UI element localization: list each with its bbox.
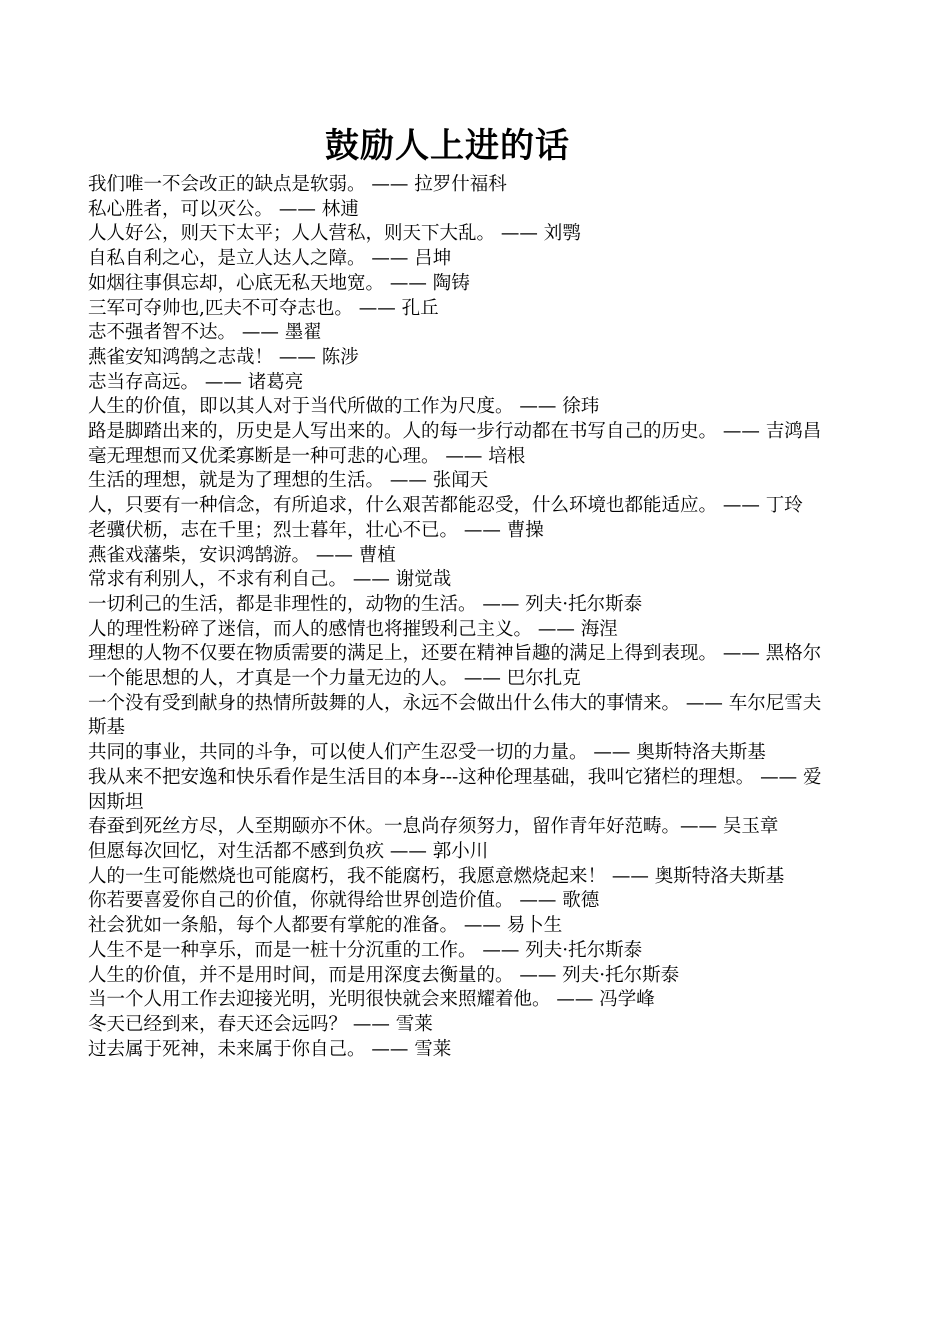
quote-line: 私心胜者，可以灭公。 —— 林逋 [88,198,359,220]
quote-line: 人，只要有一种信念，有所追求，什么艰苦都能忍受，什么环境也都能适应。 —— 丁玲 [88,495,803,517]
quote-line: 我从来不把安逸和快乐看作是生活目的本身---这种伦理基础，我叫它猪栏的理想。 —— 爱因斯坦 [88,766,822,813]
quote-list [88,173,826,1062]
quote-line: 志当存高远。 —— 诸葛亮 [88,371,304,393]
quote-line: 燕雀安知鸿鹄之志哉！ —— 陈涉 [88,346,359,368]
quote-line: 毫无理想而又优柔寡断是一种可悲的心理。 —— 培根 [88,445,526,467]
quote-line: 人的一生可能燃烧也可能腐朽，我不能腐朽，我愿意燃烧起来！ —— 奥斯特洛夫斯基 [88,865,785,887]
quote-line: 一个能思想的人，才真是一个力量无边的人。 —— 巴尔扎克 [88,668,581,690]
quote-line: 如烟往事俱忘却，心底无私天地宽。 —— 陶铸 [88,272,470,294]
quote-line: 社会犹如一条船，每个人都要有掌舵的准备。 —— 易卜生 [88,915,563,937]
quote-line: 燕雀戏藩柴，安识鸿鹄游。 —— 曹植 [88,544,396,566]
quote-line: 生活的理想，就是为了理想的生活。 —— 张闻天 [88,470,489,492]
quote-line: 人生的价值，即以其人对于当代所做的工作为尺度。 —— 徐玮 [88,396,600,418]
quote-line: 常求有利别人，不求有利自己。 —— 谢觉哉 [88,569,452,591]
quote-line: 人生的价值，并不是用时间，而是用深度去衡量的。 —— 列夫·托尔斯泰 [88,964,680,986]
quote-line: 当一个人用工作去迎接光明，光明很快就会来照耀着他。 —— 冯学峰 [88,989,655,1011]
quote-line: 一切利己的生活，都是非理性的，动物的生活。 —— 列夫·托尔斯泰 [88,593,643,615]
quote-line: 共同的事业，共同的斗争，可以使人们产生忍受一切的力量。 —— 奥斯特洛夫斯基 [88,742,766,764]
quote-line: 老骥伏枥，志在千里；烈士暮年，壮心不已。 —— 曹操 [88,519,544,541]
document-title: 鼓励人上进的话 [325,126,570,166]
quote-line: 人人好公，则天下太平；人人营私，则天下大乱。 —— 刘鹗 [88,223,581,245]
quote-line: 自私自利之心，是立人达人之障。 —— 吕坤 [88,248,452,270]
quote-line: 冬天已经到来，春天还会远吗？ —— 雪莱 [88,1013,433,1035]
quote-line: 一个没有受到献身的热情所鼓舞的人，永远不会做出什么伟大的事情来。 —— 车尔尼雪夫斯基 [88,692,822,739]
quote-line: 过去属于死神，未来属于你自己。 —— 雪莱 [88,1038,452,1060]
quote-line: 春蚕到死丝方尽，人至期颐亦不休。一息尚存须努力，留作青年好范畴。—— 吴玉章 [88,816,779,838]
quote-line: 三军可夺帅也,匹夫不可夺志也。 —— 孔丘 [88,297,439,319]
quote-line: 我们唯一不会改正的缺点是软弱。 —— 拉罗什福科 [88,174,507,195]
quote-line: 志不强者智不达。 —— 墨翟 [88,322,322,344]
quote-line: 人生不是一种享乐，而是一桩十分沉重的工作。 —— 列夫·托尔斯泰 [88,939,643,961]
quote-line: 理想的人物不仅要在物质需要的满足上，还要在精神旨趣的满足上得到表现。 —— 黑格尔 [88,643,822,665]
quote-line: 路是脚踏出来的，历史是人写出来的。人的每一步行动都在书写自己的历史。 —— 吉鸿昌 [88,421,822,443]
quote-line: 人的理性粉碎了迷信，而人的感情也将摧毁利己主义。 —— 海涅 [88,618,618,640]
quote-line: 你若要喜爱你自己的价值，你就得给世界创造价值。 —— 歌德 [88,890,600,912]
quote-line: 但愿每次回忆，对生活都不感到负疚 —— 郭小川 [88,840,489,862]
